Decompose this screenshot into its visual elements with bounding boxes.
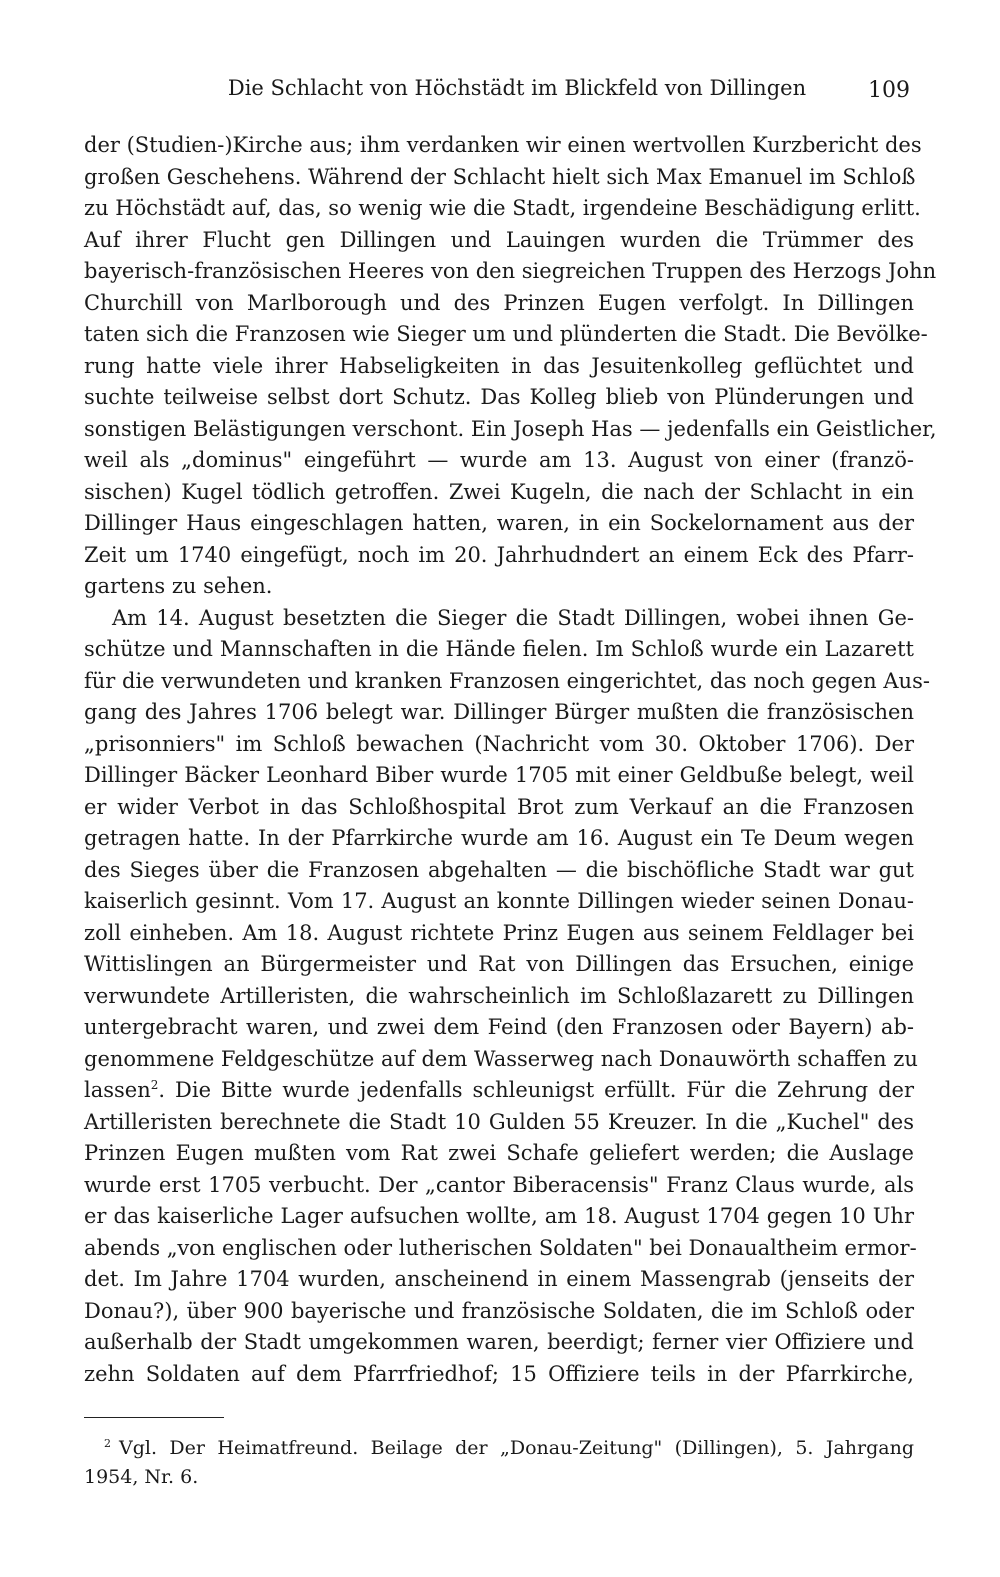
text-line: er wider Verbot in das Schloßhospital Brot zum Verkauf an die Franzosen: [84, 794, 914, 819]
footnote-line: 1954, Nr. 6.: [84, 1466, 199, 1488]
text-line: suchte teilweise selbst dort Schutz. Das Kolleg blieb von Plünderungen und: [84, 385, 914, 409]
page-header: [84, 76, 910, 106]
text-line: Auf ihrer Flucht gen Dillingen und Lauingen wurden die Trümmer des: [84, 227, 914, 252]
text-line: Am 14. August besetzten die Sieger die Stadt Dillingen, wobei ihnen Ge-: [112, 605, 914, 630]
text-line: zehn Soldaten auf dem Pfarrfriedhof; 15 Offiziere teils in der Pfarrkirche,: [84, 1361, 914, 1386]
text-line: abends „von englischen oder lutherischen Soldaten" bei Donaualtheim ermor-: [84, 1235, 917, 1260]
text-line: großen Geschehens. Während der Schlacht hielt sich Max Emanuel im Schloß: [84, 164, 916, 189]
footnote-line: [84, 1434, 914, 1463]
text-line: bayerisch-französischen Heeres von den siegreichen Truppen des Herzogs John: [84, 259, 937, 283]
text-line: „prisonniers" im Schloß bewachen (Nachricht vom 30. Oktober 1706). Der: [84, 731, 914, 756]
footnote-divider: [84, 1417, 224, 1418]
text-line: Churchill von Marlborough und des Prinzen Eugen verfolgt. In Dillingen: [84, 290, 914, 315]
text-line: wurde erst 1705 verbucht. Der „cantor Biberacensis" Franz Claus wurde, als: [84, 1172, 914, 1197]
page-number: 109: [868, 78, 910, 103]
text-line-with-footnote-ref: [84, 1075, 914, 1107]
body-text: [84, 130, 937, 1390]
text-line: Wittislingen an Bürgermeister und Rat von Dillingen das Ersuchen, einige: [84, 952, 914, 976]
text-line: untergebracht waren, und zwei dem Feind (den Franzosen oder Bayern) ab-: [84, 1015, 914, 1039]
text-line: Zeit um 1740 eingefügt, noch im 20. Jahrhudndert an einem Eck des Pfarr-: [84, 542, 914, 567]
text-line: zoll einheben. Am 18. August richtete Prinz Eugen aus seinem Feldlager bei: [84, 920, 914, 945]
text-line: Prinzen Eugen mußten vom Rat zwei Schafe geliefert werden; die Auslage: [84, 1141, 914, 1165]
footnote-reference[interactable]: 2: [150, 1078, 159, 1092]
text-line: gartens zu sehen.: [84, 574, 273, 598]
text-fragment: lassen: [84, 1078, 151, 1102]
text-line: Artilleristen berechnete die Stadt 10 Gulden 55 Kreuzer. In die „Kuchel" des: [84, 1109, 914, 1134]
text-line: det. Im Jahre 1704 wurden, anscheinend in einem Massengrab (jenseits der: [84, 1267, 914, 1291]
text-line: außerhalb der Stadt umgekommen waren, beerdigt; ferner vier Offiziere und: [84, 1330, 914, 1354]
text-line: rung hatte viele ihrer Habseligkeiten in das Jesuitenkolleg geflüchtet und: [84, 353, 914, 378]
text-line: getragen hatte. In der Pfarrkirche wurde am 16. August ein Te Deum wegen: [84, 826, 914, 850]
text-line: Dillinger Bäcker Leonhard Biber wurde 1705 mit einer Geldbuße belegt, weil: [84, 763, 914, 787]
text-line: des Sieges über die Franzosen abgehalten — die bischöfliche Stadt war gut: [84, 857, 914, 882]
text-line: gang des Jahres 1706 belegt war. Dillinger Bürger mußten die französischen: [84, 700, 914, 724]
footnote-number: 2: [104, 1436, 111, 1450]
text-line: Donau?), über 900 bayerische und französische Soldaten, die im Schloß oder: [84, 1298, 914, 1323]
text-line: genommene Feldgeschütze auf dem Wasserweg nach Donauwörth schaffen zu: [84, 1046, 918, 1071]
text-fragment: . Die Bitte wurde jedenfalls schleunigst erfüllt. Für die Zehrung der: [158, 1078, 914, 1102]
text-line: kaiserlich gesinnt. Vom 17. August an konnte Dillingen wieder seinen Donau-: [84, 889, 914, 913]
text-line: taten sich die Franzosen wie Sieger um und plünderten die Stadt. Die Bevölke-: [84, 322, 928, 346]
text-line: Dillinger Haus eingeschlagen hatten, waren, in ein Sockelornament aus der: [84, 511, 914, 535]
text-line: für die verwundeten und kranken Franzosen eingerichtet, das noch gegen Aus-: [84, 668, 930, 693]
text-line: zu Höchstädt auf, das, so wenig wie die Stadt, irgendeine Beschädigung erlitt.: [84, 196, 921, 220]
text-line: schütze und Mannschaften in die Hände fielen. Im Schloß wurde ein Lazarett: [84, 637, 914, 661]
text-line: verwundete Artilleristen, die wahrscheinlich im Schloßlazarett zu Dillingen: [84, 983, 914, 1008]
text-line: der (Studien-)Kirche aus; ihm verdanken wir einen wertvollen Kurzbericht des: [84, 133, 922, 157]
running-title: Die Schlacht von Höchstädt im Blickfeld von Dillingen: [227, 76, 807, 100]
text-line: sischen) Kugel tödlich getroffen. Zwei Kugeln, die nach der Schlacht in ein: [84, 479, 914, 504]
footnote: [84, 1434, 914, 1492]
text-line: weil als „dominus" eingeführt — wurde am 13. August von einer (franzö-: [84, 448, 914, 472]
text-line: sonstigen Belästigungen verschont. Ein Joseph Has — jedenfalls ein Geistlicher,: [84, 416, 937, 441]
footnote-text: Vgl. Der Heimatfreund. Beilage der „Donau-Zeitung" (Dillingen), 5. Jahrgang: [119, 1437, 914, 1459]
text-line: er das kaiserliche Lager aufsuchen wollte, am 18. August 1704 gegen 10 Uhr: [84, 1204, 914, 1228]
